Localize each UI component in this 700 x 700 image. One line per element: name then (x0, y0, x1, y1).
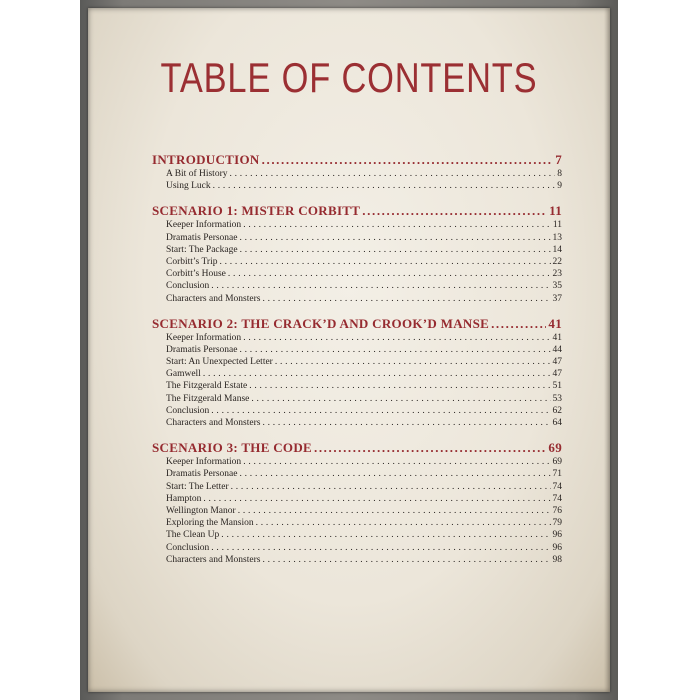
toc-entry (152, 380, 562, 392)
entry-page-number: 22 (552, 256, 562, 267)
dot-leader (262, 293, 550, 305)
dot-leader (240, 468, 551, 480)
section-title: SCENARIO 3: THE CODE (152, 440, 312, 456)
entry-page-number: 76 (552, 505, 562, 516)
toc-entry (152, 344, 562, 356)
toc-entry (152, 493, 562, 505)
entry-page-number: 35 (552, 281, 562, 292)
dot-leader (231, 481, 551, 493)
toc-section (152, 316, 562, 430)
section-title: INTRODUCTION (152, 152, 260, 167)
toc-entry (152, 280, 562, 292)
dot-leader (262, 152, 554, 168)
dot-leader (262, 554, 550, 566)
toc-section (152, 440, 562, 566)
toc-entry (152, 456, 562, 468)
entry-page-number: 23 (552, 269, 562, 280)
dot-leader (228, 268, 551, 280)
dot-leader (238, 505, 551, 517)
dot-leader (251, 393, 550, 405)
dot-leader (240, 244, 551, 256)
entry-page-number: 37 (552, 293, 562, 304)
entry-label: Keeper Information (166, 457, 242, 468)
entry-label: Start: The Package (166, 244, 238, 255)
document-page (88, 8, 610, 692)
toc-entry (152, 356, 562, 368)
entry-label: Conclusion (166, 405, 210, 416)
toc-section (152, 152, 562, 192)
entry-page-number: 11 (552, 220, 562, 231)
dot-leader (249, 380, 550, 392)
entry-page-number: 96 (552, 542, 562, 553)
dot-leader (491, 316, 546, 332)
entry-label: Wellington Manor (166, 505, 236, 516)
entry-label: Corbitt’s House (166, 269, 226, 280)
entry-page-number: 47 (552, 369, 562, 380)
toc-entry (152, 256, 562, 268)
toc-entry (152, 505, 562, 517)
entry-page-number: 9 (557, 181, 562, 192)
section-page-number: 7 (555, 152, 562, 167)
dot-leader (275, 356, 551, 368)
dot-leader (240, 344, 551, 356)
toc-section-heading (152, 203, 562, 219)
toc-entry (152, 332, 562, 344)
toc-entry (152, 517, 562, 529)
dot-leader (240, 232, 551, 244)
table-of-contents (152, 152, 562, 577)
entry-page-number: 79 (552, 518, 562, 529)
entry-page-number: 41 (552, 332, 562, 343)
toc-entry (152, 232, 562, 244)
toc-entry (152, 468, 562, 480)
dot-leader (211, 542, 550, 554)
section-title: SCENARIO 2: THE CRACK’D AND CROOK’D MANSE (152, 315, 490, 331)
dot-leader (211, 280, 550, 292)
page-title: TABLE OF CONTENTS (160, 54, 538, 101)
toc-entry (152, 219, 562, 231)
toc-entry (152, 393, 562, 405)
dot-leader (203, 493, 550, 505)
dot-leader (221, 529, 550, 541)
entry-page-number: 74 (552, 481, 562, 492)
dot-leader (256, 517, 551, 529)
entry-label: Hampton (166, 493, 202, 504)
entry-label: The Fitzgerald Manse (166, 393, 250, 404)
entry-label: Exploring the Mansion (166, 518, 254, 529)
dot-leader (314, 440, 546, 456)
entry-page-number: 98 (552, 554, 562, 565)
section-page-number: 11 (549, 203, 562, 219)
entry-label: The Fitzgerald Estate (166, 381, 248, 392)
toc-section (152, 203, 562, 304)
dot-leader (243, 332, 550, 344)
entry-label: The Clean Up (166, 530, 220, 541)
dot-leader (262, 417, 550, 429)
entry-page-number: 13 (552, 232, 562, 243)
dot-leader (362, 203, 547, 219)
entry-page-number: 51 (552, 381, 562, 392)
entry-page-number: 53 (552, 393, 562, 404)
section-page-number: 41 (548, 315, 562, 331)
entry-label: Keeper Information (166, 332, 242, 343)
toc-entry (152, 293, 562, 305)
toc-entry (152, 168, 562, 180)
toc-entry (152, 554, 562, 566)
entry-page-number: 69 (552, 457, 562, 468)
entry-label: Dramatis Personae (166, 469, 238, 480)
toc-section-heading (152, 316, 562, 332)
entry-page-number: 71 (552, 469, 562, 480)
entry-label: Dramatis Personae (166, 344, 238, 355)
toc-entry (152, 405, 562, 417)
entry-page-number: 44 (552, 344, 562, 355)
entry-label: Gamwell (166, 369, 201, 380)
entry-label: Dramatis Personae (166, 232, 238, 243)
toc-entry (152, 481, 562, 493)
dot-leader (230, 168, 556, 180)
entry-label: Characters and Monsters (166, 554, 261, 565)
entry-page-number: 14 (552, 244, 562, 255)
entry-page-number: 62 (552, 405, 562, 416)
entry-label: Corbitt’s Trip (166, 256, 218, 267)
dot-leader (243, 219, 551, 231)
dot-leader (219, 256, 550, 268)
entry-page-number: 96 (552, 530, 562, 541)
section-title: SCENARIO 1: MISTER CORBITT (152, 203, 361, 219)
entry-label: Start: An Unexpected Letter (166, 357, 273, 368)
entry-page-number: 64 (552, 418, 562, 428)
page-edge-shadow (604, 8, 610, 692)
toc-entry (152, 244, 562, 256)
dot-leader (243, 456, 550, 468)
dot-leader (203, 368, 551, 380)
toc-section-heading (152, 440, 562, 456)
entry-label: Start: The Letter (166, 481, 229, 492)
toc-entry (152, 268, 562, 280)
section-page-number: 69 (548, 440, 562, 456)
toc-entry (152, 180, 562, 192)
toc-section-heading (152, 152, 562, 168)
entry-label: Characters and Monsters (166, 293, 261, 304)
toc-entry (152, 542, 562, 554)
entry-label: Conclusion (166, 542, 210, 553)
toc-entry (152, 417, 562, 429)
entry-label: Using Luck (166, 181, 211, 192)
entry-label: A Bit of History (166, 169, 228, 179)
entry-page-number: 74 (552, 493, 562, 504)
entry-label: Characters and Monsters (166, 418, 261, 428)
toc-entry (152, 368, 562, 380)
entry-label: Keeper Information (166, 220, 242, 231)
toc-entry (152, 529, 562, 541)
entry-page-number: 47 (552, 357, 562, 368)
entry-label: Conclusion (166, 281, 210, 292)
dot-leader (211, 405, 550, 417)
dot-leader (213, 180, 556, 192)
entry-page-number: 8 (557, 169, 562, 179)
